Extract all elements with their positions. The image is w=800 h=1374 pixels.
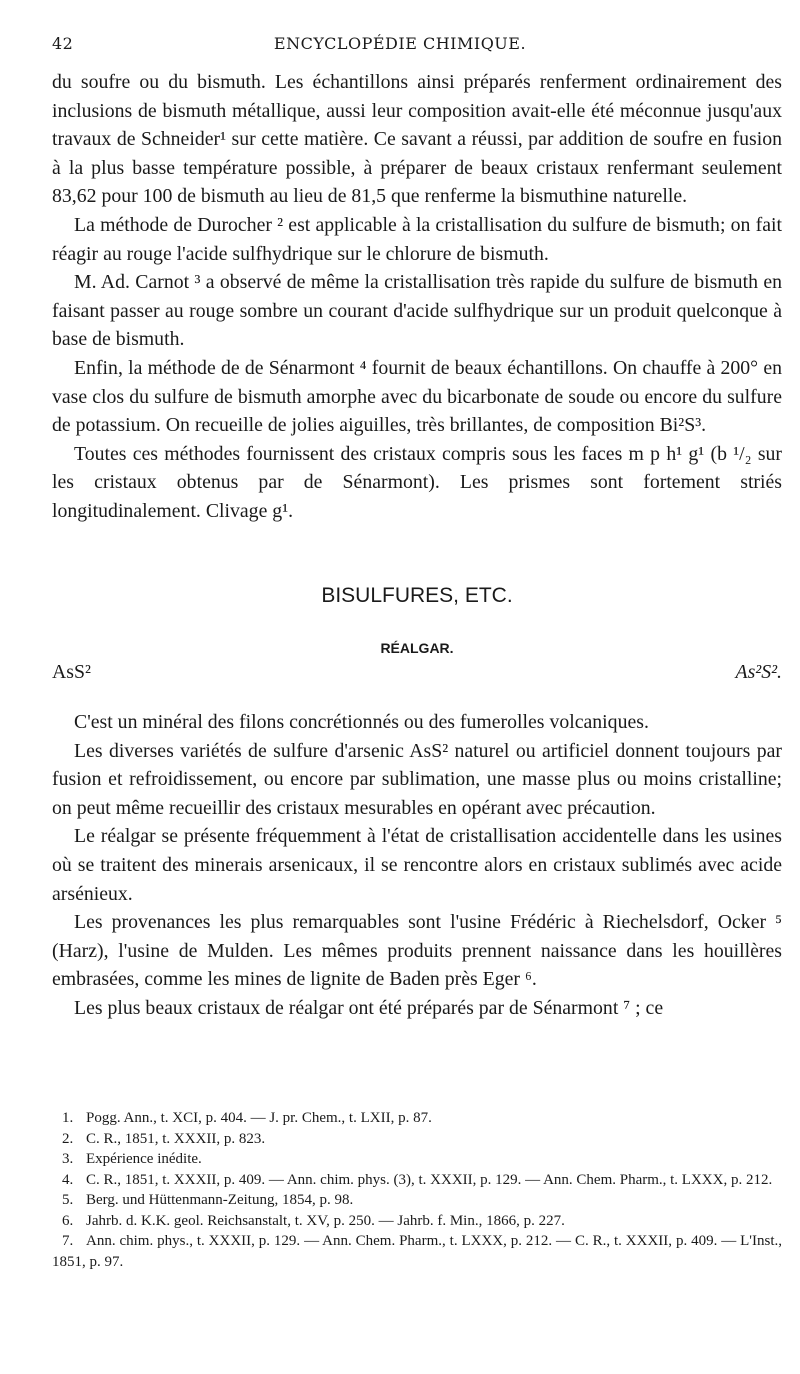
paragraph: C'est un minéral des filons concrétionnés ou des fumerolles volcaniques. — [74, 711, 649, 734]
paragraph: Le réalgar se présente fréquemment à l'état de cristallisation accidentelle dans les usines où se traitent des minerais arsenicaux, il se rencontre alors en cristaux sublimés avec acide arsénieux. — [52, 825, 782, 905]
paragraph: Toutes ces méthodes fournissent des cristaux compris sous les faces m p h¹ g¹ (b ¹/₂ sur les cristaux obtenus par de Sénarmont). Les prismes sont fortement striés longitudinalement. Clivage g¹. — [52, 442, 782, 522]
footnote — [52, 1231, 782, 1272]
footnote — [52, 1190, 782, 1211]
footnotes — [52, 1108, 782, 1272]
paragraph: Les plus beaux cristaux de réalgar ont été préparés par de Sénarmont ⁷ ; ce — [74, 997, 664, 1020]
footnote-number: 4. — [62, 1171, 74, 1188]
formula-row — [52, 658, 782, 688]
footnote-text: C. R., 1851, t. XXXII, p. 409. — Ann. chim. phys. (3), t. XXXII, p. 129. — Ann. Chem. Pharm., t. LXXX, p. 212. — [86, 1171, 773, 1188]
footnote-number: 2. — [62, 1130, 74, 1147]
footnote-text: Pogg. Ann., t. XCI, p. 404. — J. pr. Chem., t. LXII, p. 87. — [86, 1110, 432, 1126]
formula-left: AsS² — [52, 661, 91, 684]
paragraph: Les diverses variétés de sulfure d'arsenic AsS² naturel ou artificiel donnent toujours par fusion et refroidissement, ou encore par sublimation, une masse plus ou moins cristalline; on peut même recueillir des cristaux mesurables en opérant avec précaution. — [52, 739, 782, 819]
footnote — [52, 1108, 782, 1129]
footnote-text: Ann. chim. phys., t. XXXII, p. 129. — Ann. Chem. Pharm., t. LXXX, p. 212. — C. R., t. XXXII, p. 409. — L'Inst., 1851, p. 97. — [52, 1233, 782, 1270]
footnote-number: 6. — [62, 1212, 74, 1229]
footnote-number: 1. — [62, 1110, 74, 1126]
paragraph: Enfin, la méthode de de Sénarmont ⁴ fournit de beaux échantillons. On chauffe à 200° en vase clos du sulfure de bismuth amorphe avec du bicarbonate de soude ou encore du sulfure de potassium. On recueille de jolies aiguilles, très brillantes, de composition Bi²S³. — [52, 356, 782, 437]
footnote — [52, 1170, 782, 1191]
running-title: ENCYCLOPÉDIE CHIMIQUE. — [273, 34, 527, 53]
footnote — [52, 1149, 782, 1170]
footnote-text: C. R., 1851, t. XXXII, p. 823. — [86, 1130, 266, 1147]
subsection-title: RÉALGAR. — [380, 640, 454, 657]
paragraph: La méthode de Durocher ² est applicable à la cristallisation du sulfure de bismuth; on fait réagir au rouge l'acide sulfhydrique sur le chlorure de bismuth. — [52, 213, 782, 265]
footnote — [52, 1129, 782, 1150]
footnote-number: 7. — [62, 1233, 74, 1249]
page-header — [52, 34, 748, 58]
section-title: BISULFURES, ETC. — [321, 583, 513, 607]
footnote-text: Jahrb. d. K.K. geol. Reichsanstalt, t. XV, p. 250. — Jahrb. f. Min., 1866, p. 227. — [86, 1212, 565, 1229]
paragraph: M. Ad. Carnot ³ a observé de même la cristallisation très rapide du sulfure de bismuth en faisant passer au rouge sombre un courant d'acide sulfhydrique sur un produit quelconque à base de bismuth. — [52, 271, 782, 351]
footnote-text: Berg. und Hüttenmann-Zeitung, 1854, p. 98. — [86, 1192, 354, 1208]
footnote-number: 3. — [62, 1151, 74, 1167]
formula-right: As²S². — [735, 661, 782, 684]
main-text — [52, 68, 782, 1023]
footnote-number: 5. — [62, 1192, 74, 1208]
paragraph: Les provenances les plus remarquables sont l'usine Frédéric à Riechelsdorf, Ocker ⁵ (Harz), l'usine de Mulden. Les mêmes produits prennent naissance dans les houillères embrasées, comme les mines de lignite de Baden près Eger ⁶. — [52, 911, 782, 991]
footnote-text: Expérience inédite. — [86, 1151, 202, 1167]
paragraph: du soufre ou du bismuth. Les échantillons ainsi préparés renferment ordinairement des inclusions de bismuth métallique, aussi leur composition avait-elle été méconnue jusqu'aux travaux de Schneider¹ sur cette matière. Ce savant a réussi, par addition de soufre en fusion à la plus basse température possible, à préparer de beaux cristaux renfermant seulement 83,62 pour 100 de bismuth au lieu de 81,5 que renferme la bismuthine naturelle. — [52, 71, 782, 208]
page-number: 42 — [52, 34, 74, 53]
footnote — [52, 1211, 782, 1232]
